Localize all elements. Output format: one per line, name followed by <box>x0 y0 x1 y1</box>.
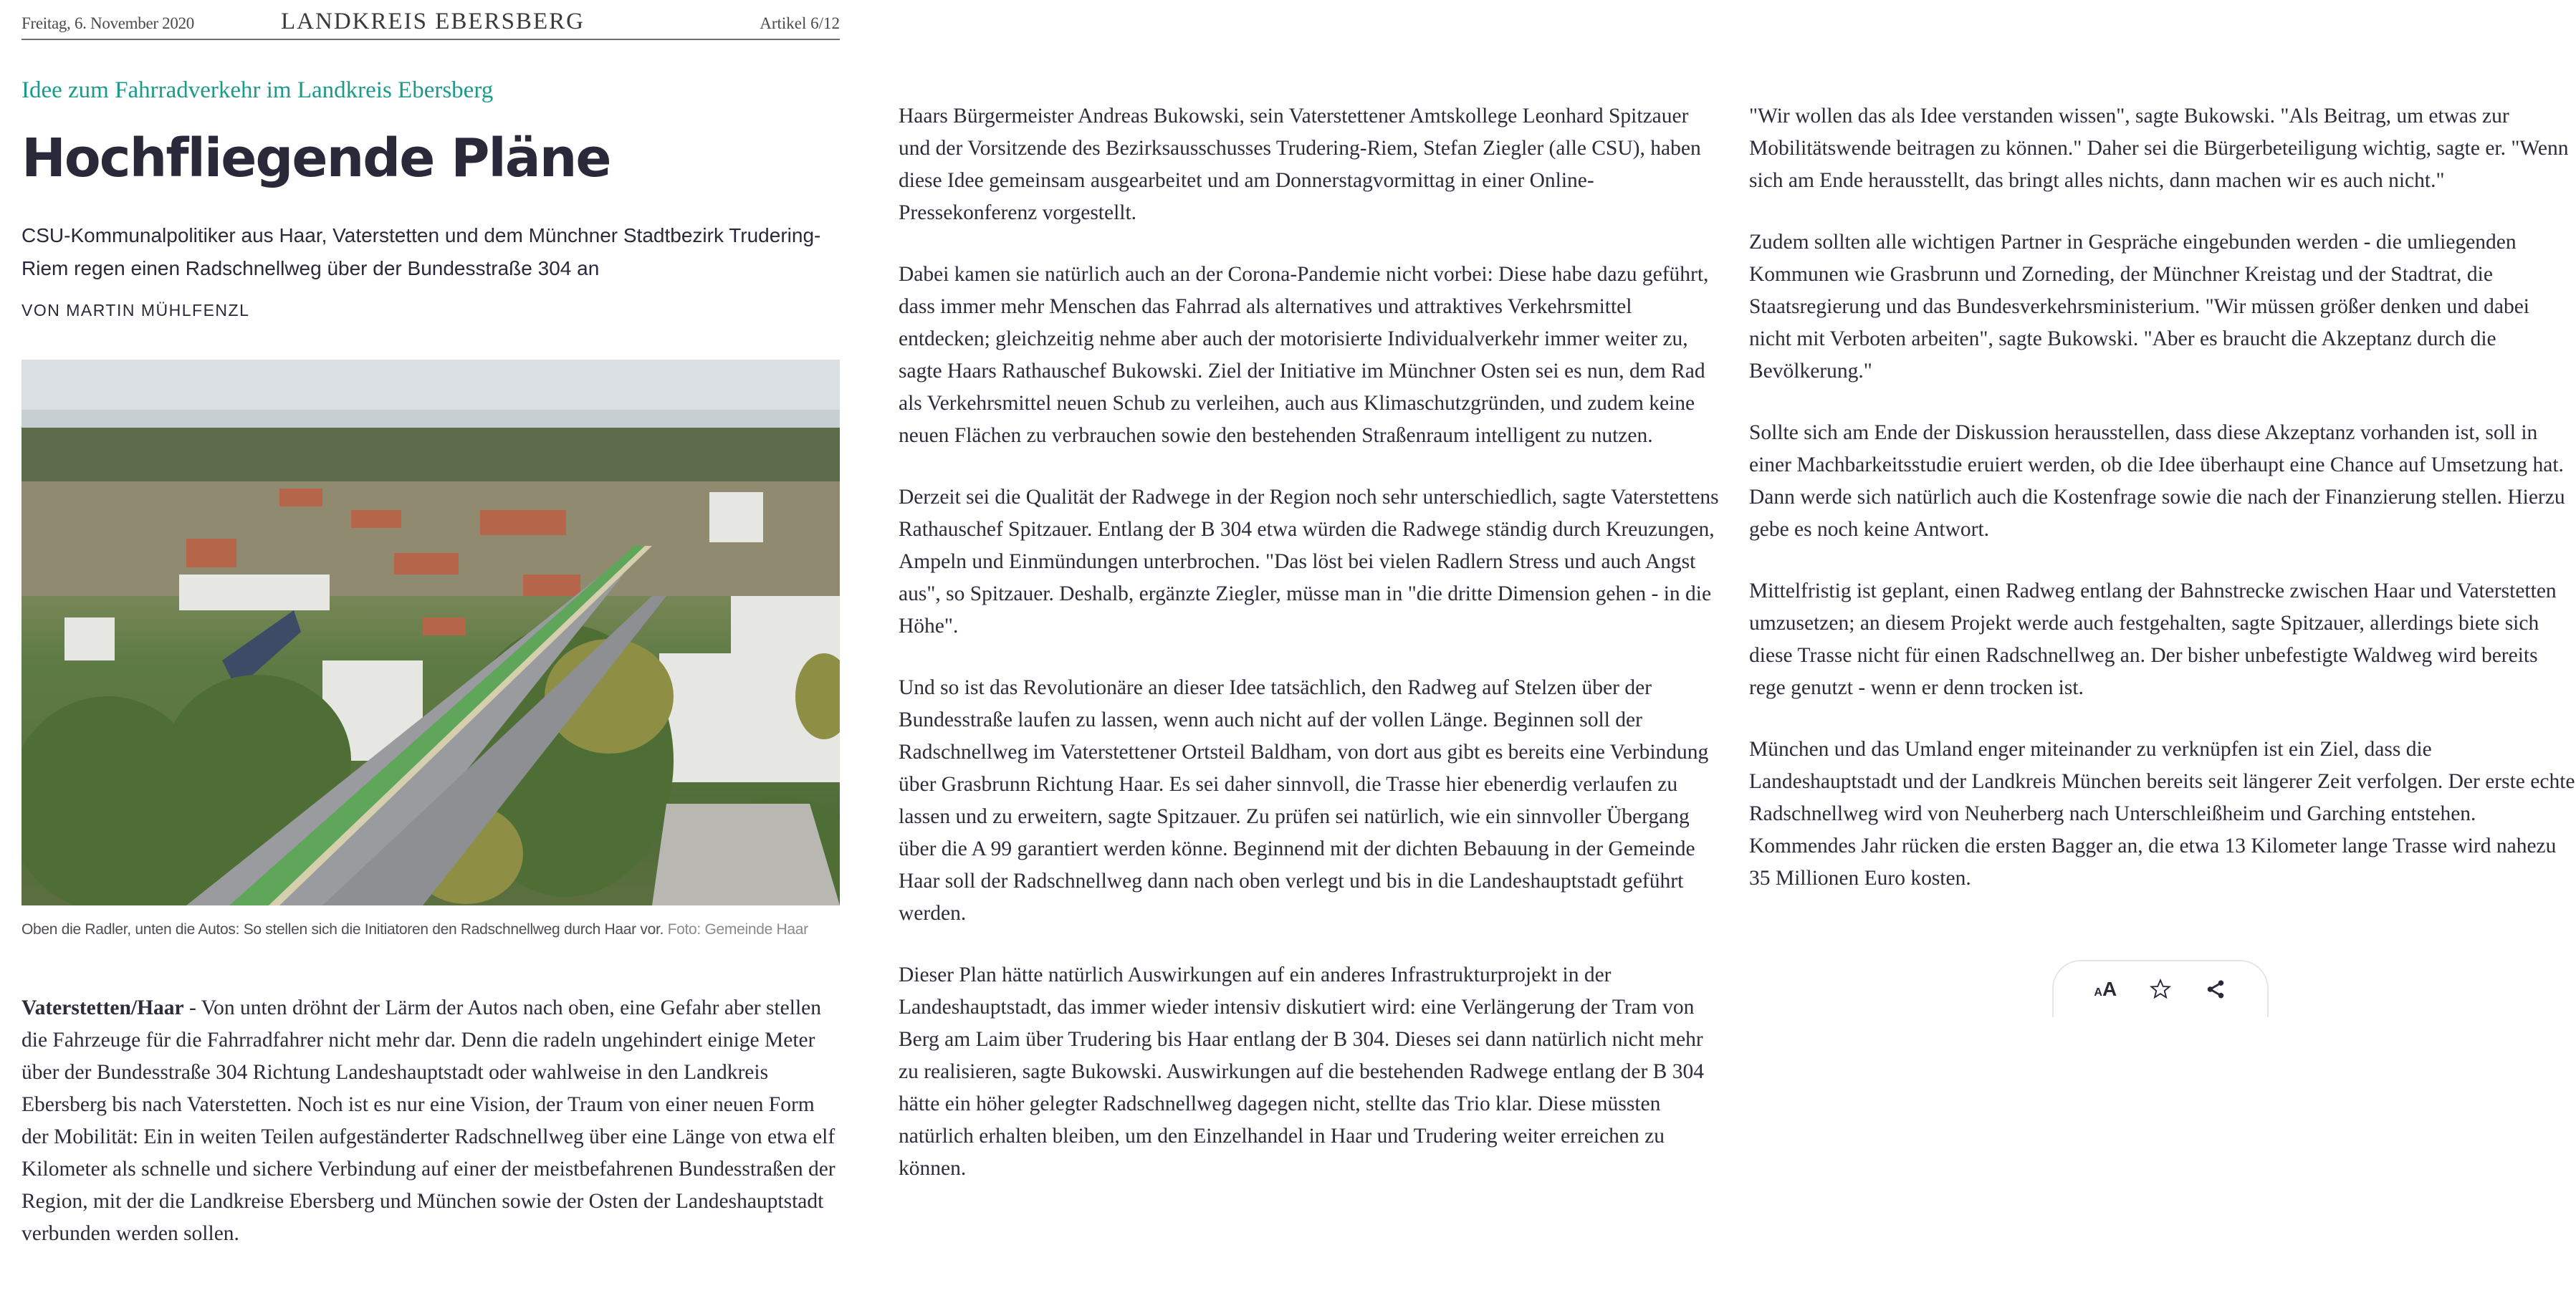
paragraph: Derzeit sei die Qualität der Radwege in der Region noch sehr unterschiedlich, sagte Vaterstettens Rathauschef Spitzauer. Entlang der B 304 etwa würden die Radwege ständig durch Kreuzungen, Ampeln und Einmündungen unterbrochen. "Das löst bei vielen Radlern Stress und auch Angst aus", so Spitzauer. Deshalb, ergänzte Ziegler, müsse man in "die dritte Dimension gehen - in die Höhe". <box>899 486 1719 638</box>
photo-credit: Foto: Gemeinde Haar <box>667 921 808 938</box>
article-teaser: CSU-Kommunalpolitiker aus Haar, Vaterstetten und dem Münchner Stadtbezirk Trudering-Riem regen einen Radschnellweg über der Bundesstraße 304 an <box>21 224 821 279</box>
article-toolbar <box>2052 960 2269 1017</box>
paragraph: Mittelfristig ist geplant, einen Radweg entlang der Bahnstrecke zwischen Haar und Vaterstetten umzusetzen; an diesem Projekt werde auch festgehalten, sagte Spitzauer, allerdings biete sich diese Trasse nicht für einen Radschnellweg an. Der bisher unbefestigte Waldweg wird bereits rege genutzt - wenn er denn trocken ist. <box>1749 580 2557 699</box>
share-button[interactable] <box>2198 971 2233 1007</box>
photo-caption <box>21 917 840 942</box>
paragraph: "Wir wollen das als Idee verstanden wissen", sagte Bukowski. "Als Beitrag, um etwas zur Mobilitätswende beitragen zu können." Daher sei die Bürgerbeteiligung wichtig, sagte er. "Wenn sich am Ende herausstellt, das bringt alles nichts, dann machen wir es auch nicht." <box>1749 105 2569 192</box>
article-photo[interactable] <box>21 360 840 905</box>
publication-title: LANDKREIS EBERSBERG <box>281 9 585 34</box>
dateline: Vaterstetten/Haar <box>21 996 184 1019</box>
paragraph: Zudem sollten alle wichtigen Partner in Gespräche eingebunden werden - die umliegenden Kommunen wie Grasbrunn und Zorneding, der Münchner Kreistag und der Stadtrat, die Staatsregierung und das Bundesverkehrsministerium. "Wir müssen größer denken und dabei nicht mit Verboten arbeiten", sagte Bukowski. "Aber es braucht die Akzeptanz durch die Bevölkerung." <box>1749 231 2529 383</box>
star-icon <box>2149 978 2172 1001</box>
paragraph: Und so ist das Revolutionäre an dieser Idee tatsächlich, den Radweg auf Stelzen über der Bundesstraße laufen zu lassen, wenn auch nicht auf der vollen Länge. Beginnen soll der Radschnellweg im Vaterstettener Ortsteil Baldham, von dort aus gibt es bereits eine Verbindung über Grasbrunn Richtung Haar. Es sei daher sinnvoll, die Trasse hier ebenerdig verlaufen zu lassen und zu erweitern, sagte Spitzauer. Zu prüfen sei natürlich, wie ein sinnvoller Übergang über die A 99 garantiert werden könne. Beginnend mit der dichten Bebauung in der Gemeinde Haar soll der Radschnellweg dann nach oben verlegt und bis in die Landeshauptstadt geführt werden. <box>899 676 1709 925</box>
masthead <box>21 7 840 40</box>
caption-text: Oben die Radler, unten die Autos: So stellen sich die Initiatoren den Radschnellweg durch Haar vor. <box>21 921 664 938</box>
lead-paragraph <box>21 992 840 1279</box>
article-kicker: Idee zum Fahrradverkehr im Landkreis Ebersberg <box>21 77 494 103</box>
article-headline: Hochfliegende Pläne <box>21 128 611 189</box>
column-3 <box>1749 100 2576 924</box>
font-size-button[interactable] <box>2087 971 2123 1007</box>
issue-date: Freitag, 6. November 2020 <box>21 14 194 32</box>
share-icon <box>2205 979 2226 1000</box>
paragraph: Sollte sich am Ende der Diskussion herausstellen, dass diese Akzeptanz vorhanden ist, soll in einer Machbarkeitsstudie eruiert werden, ob die Idee überhaupt eine Chance auf Umsetzung hat. Dann werde sich natürlich auch die Kostenfrage sowie die nach der Finanzierung stellen. Hierzu gebe es noch keine Antwort. <box>1749 421 2565 541</box>
article-byline: VON MARTIN MÜHLFENZL <box>21 301 250 319</box>
column-2 <box>899 100 1723 1214</box>
lead-text: - Von unten dröhnt der Lärm der Autos nach oben, eine Gefahr aber stellen die Fahrzeuge für die Fahrradfahrer nicht mehr dar. Denn die radeln ungehindert einige Meter über der Bundesstraße 304 Richtung Landeshauptstadt oder wahlweise in den Landkreis Ebersberg bis nach Vaterstetten. Noch ist es nur eine Vision, der Traum von einer neuen Form der Mobilität: Ein in weiten Teilen aufgeständerter Radschnellweg über eine Länge von etwa elf Kilometer als schnelle und sichere Verbindung auf einer der meistbefahrenen Bundesstraßen der Region, mit der die Landkreise Ebersberg und München sowie der Osten der Landeshauptstadt verbunden werden sollen. <box>21 996 835 1245</box>
bookmark-button[interactable] <box>2142 971 2178 1007</box>
aerial-photo-illustration <box>21 360 840 905</box>
paragraph: Dabei kamen sie natürlich auch an der Corona-Pandemie nicht vorbei: Diese habe dazu geführt, dass immer mehr Menschen das Fahrrad als alternatives und attraktives Verkehrsmittel entdecken; gleichzeitig nehme aber auch der motorisierte Individualverkehr immer weiter zu, sagte Haars Rathauschef Bukowski. Ziel der Initiative im Münchner Osten sei es nun, dem Rad als Verkehrsmittel neuen Schub zu verleihen, auch aus Klimaschutzgründen, und zudem keine neuen Flächen zu verbrauchen sowie den bestehenden Straßenraum intelligent zu nutzen. <box>899 263 1709 447</box>
paragraph: Dieser Plan hätte natürlich Auswirkungen auf ein anderes Infrastrukturprojekt in der Landeshauptstadt, das immer wieder intensiv diskutiert wird: eine Verlängerung der Tram von Berg am Laim über Trudering bis Haar entlang der B 304. Dieses sei dann natürlich nicht mehr zu realisieren, sagte Bukowski. Auswirkungen auf die bestehenden Radwege entlang der B 304 hätte ein höher gelegter Radschnellweg dagegen nicht, stellte das Trio klar. Diese müssten natürlich erhalten bleiben, um den Einzelhandel in Haar und Trudering weiter erreichen zu können. <box>899 963 1704 1180</box>
paragraph: Haars Bürgermeister Andreas Bukowski, sein Vaterstettener Amtskollege Leonhard Spitzauer und der Vorsitzende des Bezirksausschusses Trudering-Riem, Stefan Ziegler (alle CSU), haben diese Idee gemeinsam ausgearbeitet und am Donnerstagvormittag in einer Online-Pressekonferenz vorgestellt. <box>899 105 1701 224</box>
font-size-icon: AA <box>2094 978 2117 1000</box>
paragraph: München und das Umland enger miteinander zu verknüpfen ist ein Ziel, dass die Landeshauptstadt und der Landkreis München bereits seit längerer Zeit verfolgen. Der erste echte Radschnellweg wird von Neuherberg nach Unterschleißheim und Garching entstehen. Kommendes Jahr rücken die ersten Bagger an, die etwa 13 Kilometer lange Trasse wird nahezu 35 Millionen Euro kosten. <box>1749 738 2575 890</box>
article-counter: Artikel 6/12 <box>760 14 840 32</box>
